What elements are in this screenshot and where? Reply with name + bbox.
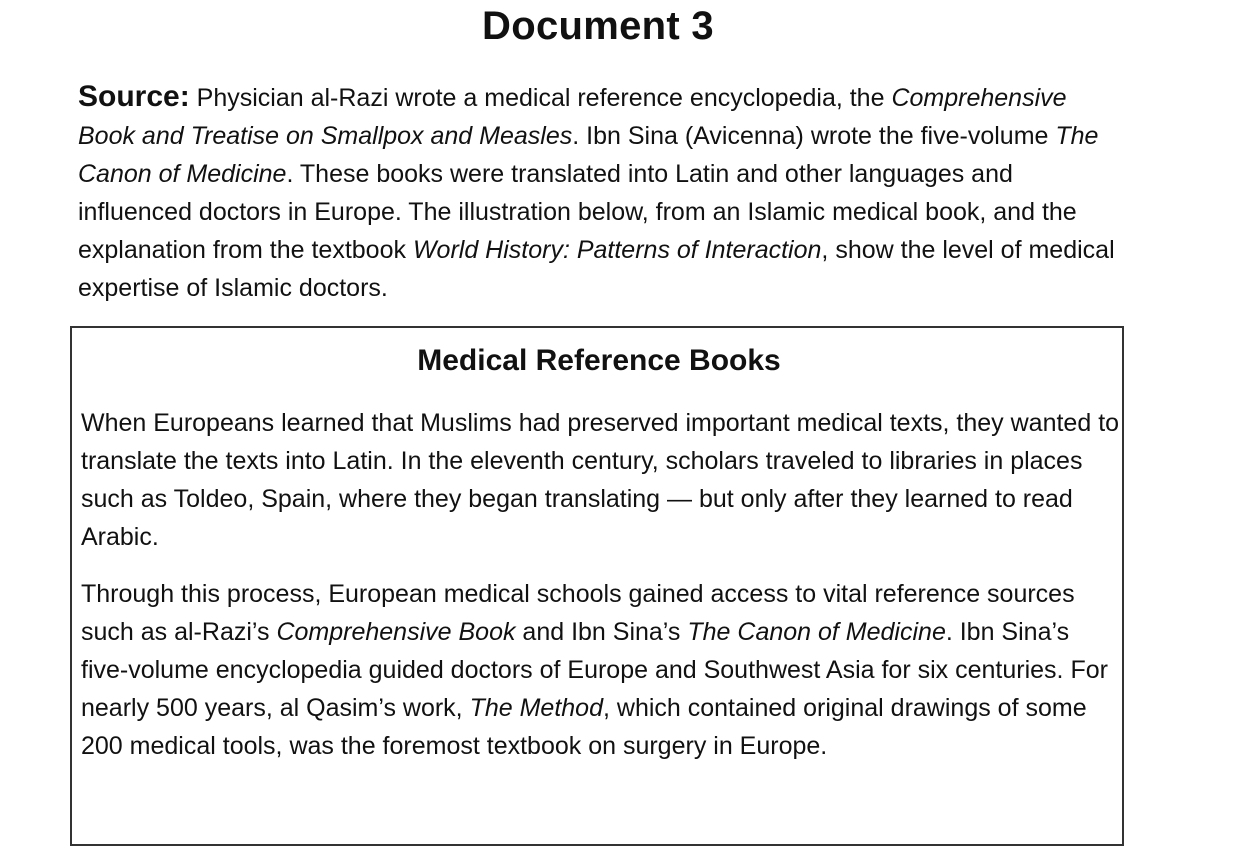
source-paragraph	[78, 78, 1118, 307]
excerpt-text: Through this process, European medical schools gained access to vital reference sources such as al-Razi’s	[81, 580, 1075, 646]
book-title-the-method: The Method	[469, 694, 603, 722]
book-title-canon-of-medicine: The Canon of Medicine	[78, 122, 1099, 188]
excerpt-paragraph-1: When Europeans learned that Muslims had preserved important medical texts, they wanted to translate the texts into Latin. In the eleventh century, scholars traveled to libraries in places such as Toldeo, Spain, where they began translating — but only after they learned to read Arabic.	[81, 409, 1120, 551]
excerpt-paragraph-2	[81, 575, 1121, 765]
source-text: , show the level of medical expertise of Islamic doctors.	[78, 236, 1115, 302]
source-label: Source:	[78, 80, 190, 113]
book-title-canon-of-medicine: The Canon of Medicine	[687, 618, 946, 646]
source-text: . Ibn Sina (Avicenna) wrote the five-volume	[572, 122, 1056, 150]
book-title-comprehensive-book: Comprehensive Book	[276, 618, 516, 646]
excerpt-text: . Ibn Sina’s five-volume encyclopedia guided doctors of Europe and Southwest Asia for six centuries. For nearly 500 years, al Qasim’s work,	[81, 618, 1108, 722]
excerpt-title: Medical Reference Books	[417, 344, 781, 377]
book-title-comprehensive-book: Comprehensive Book and Treatise on Smallpox and Measles	[78, 84, 1067, 150]
page-title: Document 3	[482, 4, 714, 48]
source-text: . These books were translated into Latin and other languages and influenced doctors in Europe. The illustration below, from an Islamic medical book, and the explanation from the textbook	[78, 160, 1077, 264]
excerpt-box	[70, 326, 1124, 846]
book-title-world-history: World History: Patterns of Interaction	[412, 236, 822, 264]
excerpt-text: and Ibn Sina’s	[515, 618, 688, 646]
source-text: Physician al-Razi wrote a medical reference encyclopedia, the	[189, 84, 892, 112]
excerpt-text: , which contained original drawings of some 200 medical tools, was the foremost textbook on surgery in Europe.	[81, 694, 1087, 760]
